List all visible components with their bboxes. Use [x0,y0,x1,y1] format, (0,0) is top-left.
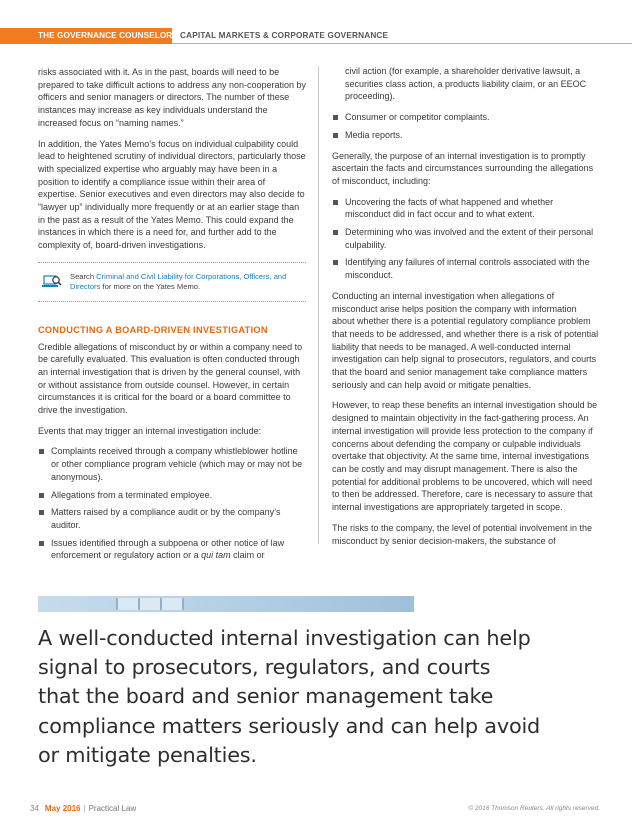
pull-quote-line: or mitigate penalties. [38,742,257,767]
section-title: CAPITAL MARKETS & CORPORATE GOVERNANCE [180,31,389,40]
paragraph: The risks to the company, the level of potential involvement in the misconduct by senior decision-makers, the substance of [332,522,592,546]
paragraph: Conducting an internal investigation when allegations of misconduct arise helps position the company with information about whether there is a potential regulatory compliance problem that needs to be addressed, and whether there is a risk of potential liability that needs to be managed. A well-conducted internal investigation can help signal to prosecutors, regulators, and courts that the board and senior management take compliance matters seriously and can help avoid or mitigate penalties. [332,290,599,390]
pull-quote-line: signal to prosecutors, regulators, and courts [38,655,491,680]
list-item: Media reports. [332,129,600,142]
list-item-emphasis: qui tam [201,550,231,561]
page-footer [30,804,136,813]
trigger-list [38,445,306,562]
list-item [38,537,306,562]
list-item: Matters raised by a compliance audit or by the company’s auditor. [38,506,306,531]
search-callout [38,262,306,302]
search-link[interactable]: Criminal and Civil Liability for Corporations, Officers, and Directors [70,271,287,292]
window-graphic [116,598,184,610]
paragraph: Events that may trigger an internal investigation include: [38,425,262,436]
paragraph: risks associated with it. As in the past, boards will need to be prepared to take difficult actions to address any non-cooperation by officers and senior managers or directors. The number of these instances may increase as key individuals understand the increased focus on “naming names.” [38,67,307,128]
copyright: © 2016 Thomson Reuters. All rights reserved. [468,805,600,812]
list-item: Uncovering the facts of what happened and whether misconduct did in fact occur and to what extent. [332,196,600,221]
purpose-list [332,196,600,282]
page-header [0,28,640,44]
pull-quote-line: A well-conducted internal investigation can help [38,626,531,650]
trigger-list-continued [332,111,600,141]
laptop-search-icon [42,274,62,290]
pullquote-image-band [38,596,414,612]
list-item-text: claim or [230,550,265,561]
paragraph: In addition, the Yates Memo’s focus on individual culpability could lead to heightened scrutiny of individual directors, particularly those with specialized expertise who arguably may have been in a position to identify a compliance issue within their area of expertise. Senior executives and even directors may also decide to “lawyer up” individually more frequently or at an earlier stage than in the past as a result of the Yates Memo. This could expand the instances in which there is a need for, and further add to the complexity of, board-driven investigations. [38,138,306,251]
paragraph: Generally, the purpose of an internal investigation is to promptly ascertain the facts and circumstances surrounding the allegations of misconduct, including: [332,150,594,186]
pull-quote-line: that the board and senior management take [38,684,494,709]
paragraph: Credible allegations of misconduct by or within a company need to be carefully evaluated. This evaluation is often conducted through an internal investigation that is driven by the general counsel, with or without assistance from outside counsel. However, in certain circumstances it is critical for the board or a board committee to drive the investigation. [38,341,303,416]
list-item: Identifying any failures of internal controls associated with the misconduct. [332,256,600,281]
search-suffix: for more on the Yates Memo. [100,282,201,292]
list-item: Complaints received through a company whistleblower hotline or other compliance program vehicle (which may or may not be anonymous). [38,445,306,483]
page-number: 34 [30,804,39,813]
list-item: Determining who was involved and the extent of their personal culpability. [332,226,600,251]
footer-separator: | [83,804,86,813]
pull-quote-line: compliance matters seriously and can help avoid [38,713,541,738]
search-prefix: Search [70,271,97,281]
list-item-text: Issues identified through a subpoena or other notice of law enforcement or regulatory action or a [51,537,285,561]
column-tag: THE GOVERNANCE COUNSELOR [0,28,172,44]
list-item: Consumer or competitor complaints. [332,111,600,124]
column-divider [318,66,319,544]
pull-quote [38,624,558,770]
list-item-continuation: civil action (for example, a shareholder derivative lawsuit, a securities class action, a products liability claim, or an EEOC proceeding). [345,66,587,102]
right-column [332,66,600,555]
paragraph: However, to reap these benefits an internal investigation should be designed to maintain objectivity in the fact-gathering process. An internal investigation will provide less protection to the company if concerns about defending the company or culpable individuals overtake that objectivity. At the same time, internal investigations can be costly and may disrupt management. There is also the potential for additional problems to be uncovered, which will need to then be addressed. Therefore, care is necessary to assure that internal investigations are appropriately targeted in scope. [332,400,598,513]
list-item: Allegations from a terminated employee. [38,489,306,502]
left-column [38,66,306,570]
publication-name: Practical Law [88,804,137,813]
section-heading: CONDUCTING A BOARD-DRIVEN INVESTIGATION [38,324,268,335]
issue-date: May 2016 [44,804,81,813]
header-rule [172,43,632,44]
